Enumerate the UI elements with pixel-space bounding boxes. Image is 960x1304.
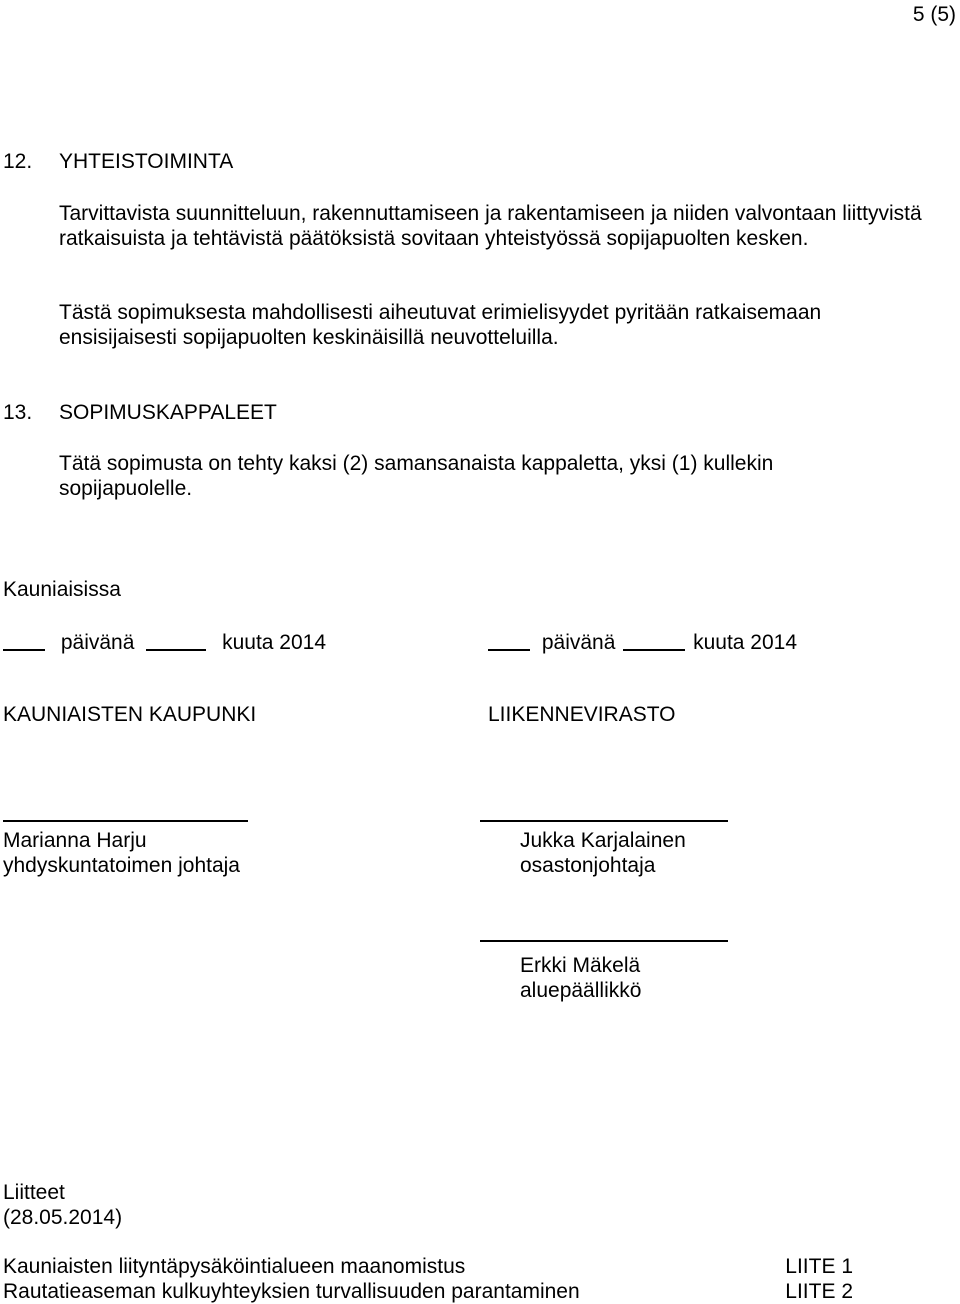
section-13-paragraph-1: Tätä sopimusta on tehty kaksi (2) samansanaista kappaletta, yksi (1) kullekin sopijapuolelle. (59, 452, 774, 500)
signature-line-1 (3, 820, 248, 822)
attachment-2-title: Rautatieaseman kulkuyhteyksien turvallisuuden parantaminen (3, 1280, 580, 1303)
party-right: LIIKENNEVIRASTO (488, 703, 676, 726)
section-13-title: SOPIMUSKAPPALEET (59, 401, 277, 424)
section-12-paragraph-1: Tarvittavista suunnitteluun, rakennuttamiseen ja rakentamiseen ja niiden valvontaan liittyvistä ratkaisuista ja tehtävistä päätöksistä sovitaan yhteistyössä sopijapuolten kesken. (59, 202, 922, 250)
blank-day-left (3, 629, 45, 651)
signatory-2-title: osastonjohtaja (520, 854, 656, 877)
signatory-2-name: Jukka Karjalainen (520, 829, 686, 852)
month-year-right: kuuta 2014 (693, 631, 798, 654)
attachment-2-code: LIITE 2 (785, 1280, 853, 1303)
blank-month-left (146, 629, 206, 651)
signatory-1-title: yhdyskuntatoimen johtaja (3, 854, 240, 877)
signature-line-2 (480, 820, 728, 822)
signatory-1-name: Marianna Harju (3, 829, 147, 852)
day-word-left: päivänä (60, 631, 135, 654)
day-word-right: päivänä (541, 631, 616, 654)
signing-place: Kauniaisissa (3, 578, 121, 601)
attachment-row-1 (3, 1254, 853, 1279)
month-year-left: kuuta 2014 (222, 631, 327, 654)
attachments-heading: Liitteet (3, 1181, 65, 1204)
section-12-title: YHTEISTOIMINTA (59, 150, 234, 173)
date-line-left (3, 627, 326, 655)
attachments-date: (28.05.2014) (3, 1206, 123, 1229)
section-12-paragraph-2: Tästä sopimuksesta mahdollisesti aiheutuvat erimielisyydet pyritään ratkaisemaan ensisijaisesti sopijapuolten keskinäisillä neuvotteluilla. (59, 301, 822, 349)
section-12-number: 12. (3, 150, 33, 173)
signature-line-3 (480, 940, 728, 942)
attachment-1-code: LIITE 1 (785, 1255, 853, 1278)
date-line-right (488, 627, 797, 655)
page-number: 5 (5) (912, 3, 956, 26)
attachment-row-2 (3, 1279, 853, 1304)
party-left: KAUNIAISTEN KAUPUNKI (3, 703, 257, 726)
section-13-number: 13. (3, 401, 33, 424)
attachment-1-title: Kauniaisten liityntäpysäköintialueen maanomistus (3, 1255, 466, 1278)
blank-month-right (623, 629, 685, 651)
signatory-3-title: aluepäällikkö (520, 979, 642, 1002)
blank-day-right (488, 629, 530, 651)
signatory-3-name: Erkki Mäkelä (520, 954, 641, 977)
